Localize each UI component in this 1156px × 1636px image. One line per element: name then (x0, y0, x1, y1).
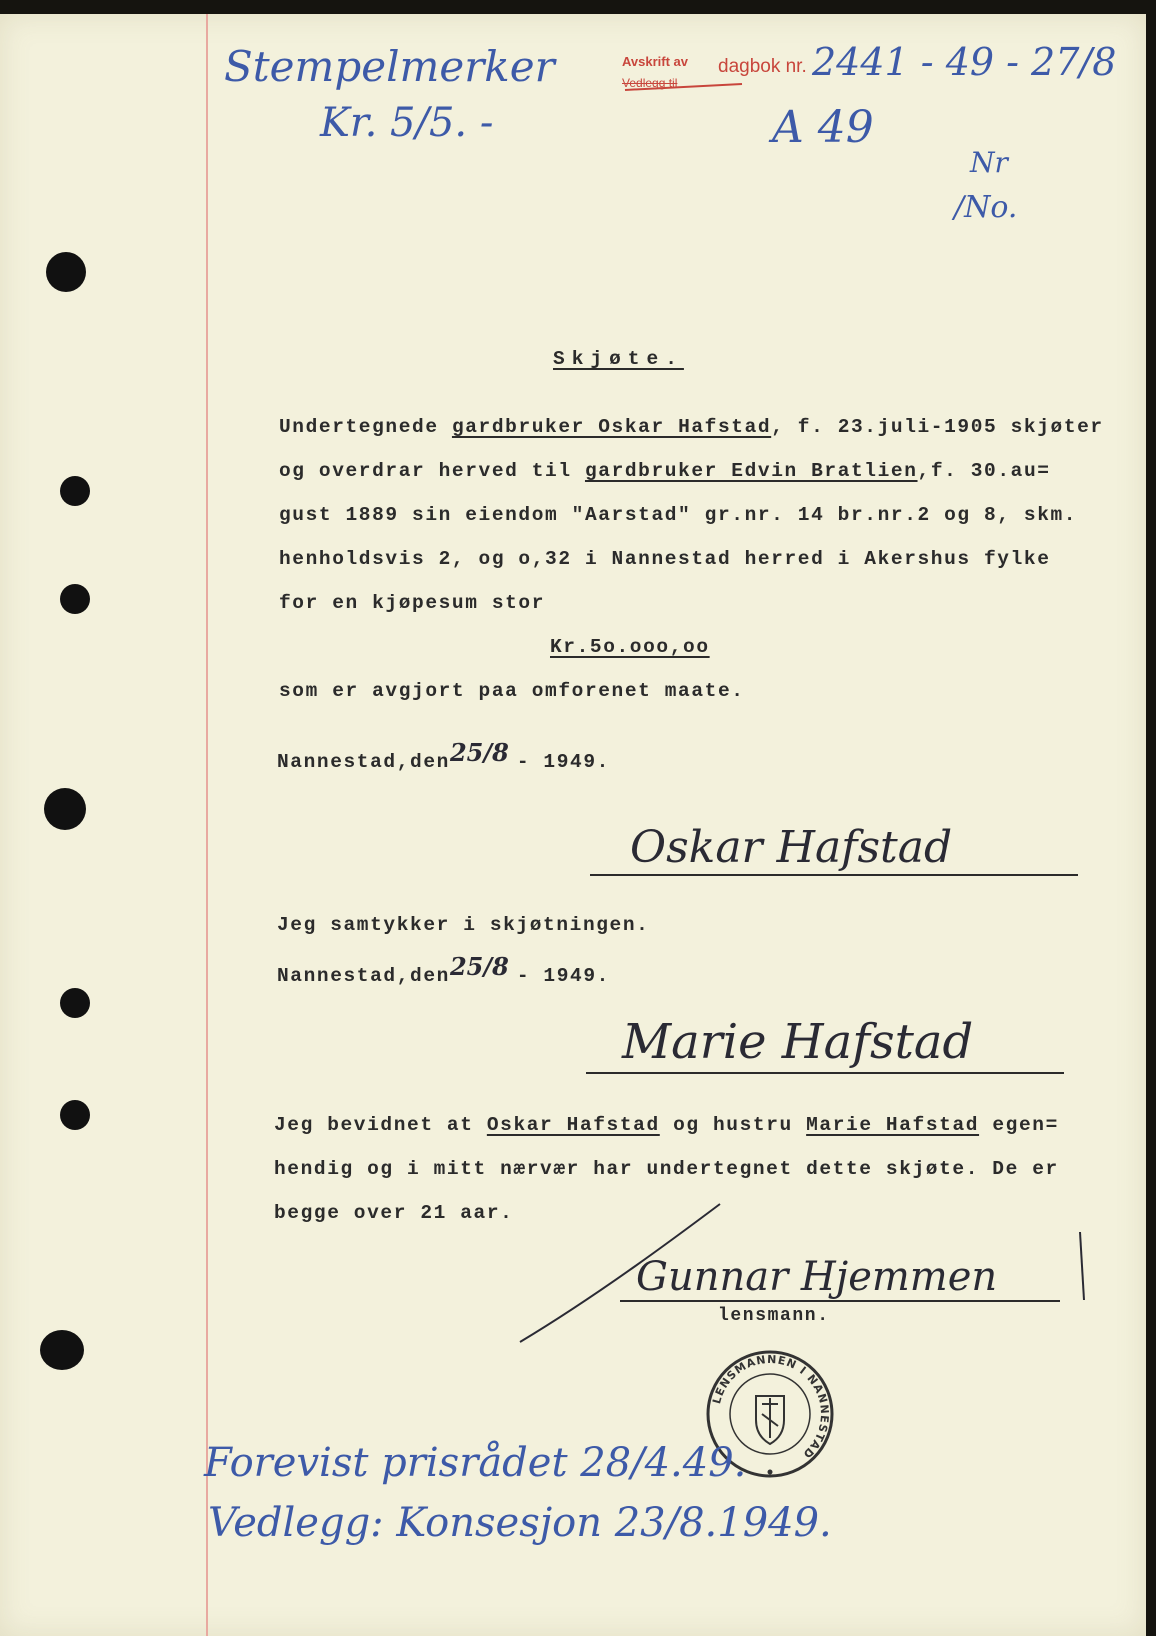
footer-note-attachment: Vedlegg: Konsesjon 23/8.1949. (208, 1500, 832, 1546)
printed-label-vedlegg: Vedlegg til (622, 76, 678, 90)
document-title: Skjøte. (553, 348, 684, 370)
signer-title: lensmann. (718, 1306, 830, 1326)
register-number: A 49 (772, 102, 874, 153)
date-handwritten: 25/8 (449, 738, 509, 767)
buyer-name: gardbruker Edvin Bratlien (584, 460, 918, 482)
body-line: hendig og i mitt nærvær har undertegnet dette skjøte. De er (274, 1158, 1059, 1180)
pen-strokes (0, 14, 1146, 1636)
body-line: begge over 21 aar. (274, 1202, 514, 1224)
dagbok-label: dagbok nr. (718, 56, 807, 77)
footer-note-price: Forevist prisrådet 28/4.49. (204, 1440, 747, 1486)
seller-name: Oskar Hafstad (486, 1114, 660, 1136)
date-year: - 1949. (516, 965, 610, 987)
body-line: for en kjøpesum stor (279, 592, 546, 614)
text-fragment: egen= (992, 1114, 1059, 1136)
date-handwritten: 25/8 (449, 952, 509, 981)
stamp-amount: Kr. 5/5. - (320, 100, 494, 146)
date-year: - 1949. (516, 751, 610, 773)
dagbok-number: 2441 - 49 - 27/8 (812, 40, 1117, 84)
body-line: som er avgjort paa omforenet maate. (279, 680, 745, 702)
text-fragment: Undertegnede (279, 416, 439, 438)
body-line: gust 1889 sin eiendom "Aarstad" gr.nr. 14 br.nr.2 og 8, skm. (279, 504, 1078, 526)
text-fragment: , f. 23.juli-1905 skjøter (771, 416, 1104, 438)
date-place: Nannestad,den (277, 751, 450, 773)
text-fragment: Jeg bevidnet at (274, 1114, 474, 1136)
seller-signature: Oskar Hafstad (630, 822, 953, 873)
lensmann-signature: Gunnar Hjemmen (636, 1254, 998, 1300)
purchase-amount: Kr.5o.ooo,oo (550, 636, 710, 658)
text-fragment: og hustru (673, 1114, 793, 1136)
body-line: henholdsvis 2, og o,32 i Nannestad herred i Akershus fylke (279, 548, 1051, 570)
spouse-name: Marie Hafstad (806, 1114, 980, 1136)
text-fragment: ,f. 30.au= (917, 460, 1051, 482)
stamp-marks-note: Stempelmerker (224, 42, 555, 91)
date-place: Nannestad,den (277, 965, 450, 987)
nr-label: Nr (970, 146, 1008, 179)
seal-text: LENSMANNEN I NANNESTAD (710, 1352, 832, 1462)
nr-value: /No. (954, 190, 1018, 225)
text-fragment: og overdrar herved til (279, 460, 572, 482)
seller-name: gardbruker Oskar Hafstad (451, 416, 772, 438)
consent-line: Jeg samtykker i skjøtningen. (277, 914, 650, 936)
printed-label-avskrift: Avskrift av (622, 54, 688, 69)
document-page (0, 14, 1146, 1636)
spouse-signature: Marie Hafstad (622, 1014, 974, 1070)
